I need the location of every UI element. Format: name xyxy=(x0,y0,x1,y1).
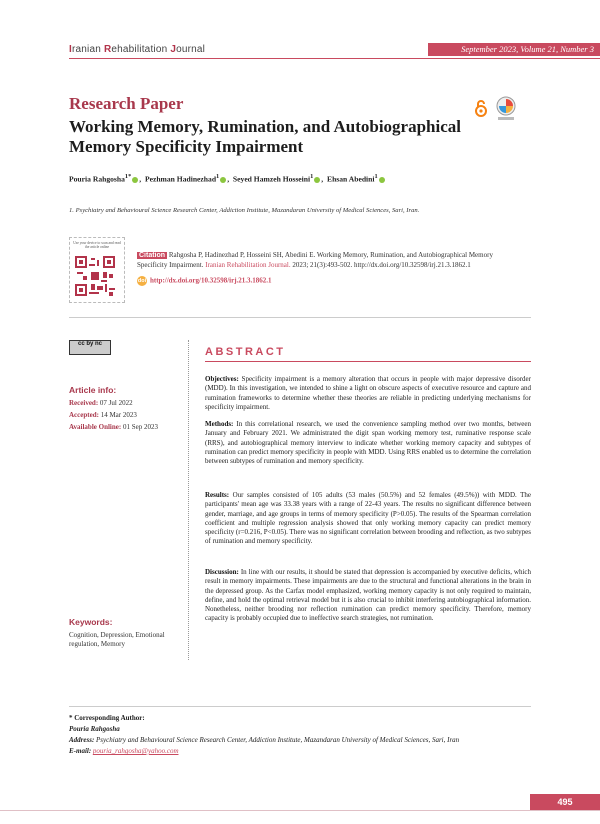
author-name[interactable]: Pouria Rahgosha xyxy=(69,174,125,184)
received-label: Received: xyxy=(69,399,99,407)
address-text: Psychiatry and Behavioural Science Research Center, Addiction Institute, Mazandaran University of Medical Sciences, Sari, Iran xyxy=(96,736,460,744)
cc-license-badge[interactable] xyxy=(69,340,111,355)
author-name[interactable]: Pezhman Hadinezhad xyxy=(144,174,217,184)
citation-block xyxy=(137,251,521,270)
author-name[interactable]: Ehsan Abedini xyxy=(327,174,375,184)
discussion-label: Discussion: xyxy=(205,568,239,576)
citation-journal[interactable]: Iranian Rehabilitation Journal. xyxy=(205,260,291,269)
affiliation: 1. Psychiatry and Behavioural Science Research Center, Addiction Institute, Mazandaran University of Medical Sciences, Sari, Iran. xyxy=(69,207,420,214)
email-label: E-mail: xyxy=(69,747,92,755)
author-mark: 1 xyxy=(374,173,378,180)
email-link[interactable]: pouria_rahgosha@yahoo.com xyxy=(92,747,179,755)
author-name[interactable]: Seyed Hamzeh Hosseini xyxy=(232,174,311,184)
journal-initial-j: J xyxy=(170,44,177,55)
cc-license-text: cc by nc xyxy=(77,341,102,347)
results-text: Our samples consisted of 105 adults (53 males (50.5%) and 52 females (49.5%)) with MDD. The participants' mean age was 33.38 years with a range of 22-43 years. The results no significant difference between gender, marriage, and age groups in terms of memory specificity (P>0.05). The results of the Spearman correlation coefficient and multiple regression analysis showed that only working memory capacity can predict memory specificity (r=0.216, P<0.05). There was no significant correlation between brooding and reflection, as two subtypes of rumination and memory specificity. xyxy=(205,491,531,546)
online-label: Available Online: xyxy=(69,423,122,431)
methods-text: In this correlational research, we used the convenience sampling method over two months, between January and February 2021. We administrated the digit span working memory test, ruminative response scale (RRS), and autobiographical memory interview to indicate whether working memory capacity and subtypes of rumination can predict memory specificity in people with MDD. Using RRS enabled us to determine the correlation between subtypes of rumination and memory specificity. xyxy=(205,420,532,466)
journal-name xyxy=(69,44,205,55)
orcid-icon[interactable] xyxy=(314,177,320,183)
author-mark: 1 xyxy=(216,173,220,180)
journal-name-part: ournal xyxy=(176,44,206,55)
doi-icon: doi xyxy=(137,278,147,284)
page-number: 495 xyxy=(530,794,600,810)
crossmark-icon[interactable] xyxy=(495,96,517,122)
discussion-text: In line with our results, it should be stated that depression is accompanied by executive deficits, which result in memory impairments. These impairments are due to the structural and functional alterations in the brain in the depressed group. As the Carfax model emphasized, working memory capacity is not only required to maintain, define, and hold the optimal retrieval model but it is also crucial to inhibit interfering autobiographical information. Nonetheless, neither brooding nor reflection rumination can predict memory specificity. Therefore, memory capacity is probably occupied due to ineffective search strategies, not rumination. xyxy=(205,568,532,623)
citation-tail: 2023; 21(3):493-502. http://dx.doi.org/10.32598/irj.21.3.1862.1 xyxy=(292,260,471,269)
keywords-text: Cognition, Depression, Emotional regulation, Memory xyxy=(69,631,165,648)
journal-initial-r: R xyxy=(103,44,112,55)
author-mark: 1* xyxy=(124,173,132,180)
corresponding-heading: * Corresponding Author: xyxy=(69,714,145,722)
doi-link[interactable]: http://dx.doi.org/10.32598/irj.21.3.1862.1 xyxy=(150,276,272,285)
orcid-icon[interactable] xyxy=(220,177,226,183)
citation-text: Rahgosha P, Hadinezhad P, Hosseini SH, Abedini E. Working Memory, Rumination, and Autobiographical Memory Specificity Impairment. xyxy=(137,251,493,269)
citation-label: Citation xyxy=(139,252,166,259)
objectives-text: Specificity impairment is a memory alteration that occurs in people with major depressive disorder (MDD). In this investigation, we intended to shine a light on obscure aspects of executive resource and capture and rumination frameworks to determine whether these theories are reliable in predicting underlying mechanisms for specificity impairment. xyxy=(205,375,531,411)
received-value: 07 Jul 2022 xyxy=(99,399,133,407)
orcid-icon[interactable] xyxy=(132,177,138,183)
journal-name-part: ranian xyxy=(71,44,104,55)
section-divider xyxy=(69,317,531,318)
address-label: Address: xyxy=(69,736,95,744)
keywords-heading: Keywords: xyxy=(69,617,113,627)
issue-tab: September 2023, Volume 21, Number 3 xyxy=(428,43,600,56)
doi-row xyxy=(137,276,272,286)
accepted-value: 14 Mar 2023 xyxy=(100,411,137,419)
online-value: 01 Sep 2023 xyxy=(122,423,158,431)
author-mark: 1 xyxy=(310,173,314,180)
objectives-label: Objectives: xyxy=(205,375,239,383)
abstract-methods xyxy=(205,420,531,466)
abstract-discussion xyxy=(205,568,531,624)
methods-label: Methods: xyxy=(205,420,234,428)
corresponding-email xyxy=(69,747,549,755)
abstract-heading: ABSTRACT xyxy=(205,346,286,358)
open-access-icon[interactable] xyxy=(474,99,488,117)
qr-code-icon[interactable] xyxy=(75,256,115,296)
abstract-rule xyxy=(205,361,531,362)
abstract-results xyxy=(205,491,531,547)
article-info-heading: Article info: xyxy=(69,385,117,395)
paper-title: Working Memory, Rumination, and Autobiographical Memory Specificity Impairment xyxy=(69,117,461,156)
results-label: Results: xyxy=(205,491,230,499)
journal-name-part: ehabilitation xyxy=(111,44,171,55)
header-rule xyxy=(69,58,600,59)
column-divider xyxy=(188,340,189,660)
accepted-label: Accepted: xyxy=(69,411,99,419)
abstract-objectives xyxy=(205,375,531,412)
journal-initial-i: I xyxy=(69,44,72,55)
corresponding-address xyxy=(69,736,549,744)
received-date xyxy=(69,399,133,407)
orcid-icon[interactable] xyxy=(379,177,385,183)
corresponding-name: Pouria Rahgosha xyxy=(69,725,120,733)
footer-rule xyxy=(0,810,600,811)
qr-caption: Use your device to scan and read the article online xyxy=(73,241,121,249)
paper-type: Research Paper xyxy=(69,94,184,113)
footer-divider xyxy=(69,706,531,707)
online-date xyxy=(69,423,158,431)
accepted-date xyxy=(69,411,137,419)
author-list: Pouria Rahgosha$^{1*}$ , Pezhman Hadinezhad$^1$ , Seyed Hamzeh Hosseini$^1$ , Ehsan Abedini$^1$ xyxy=(69,173,549,184)
